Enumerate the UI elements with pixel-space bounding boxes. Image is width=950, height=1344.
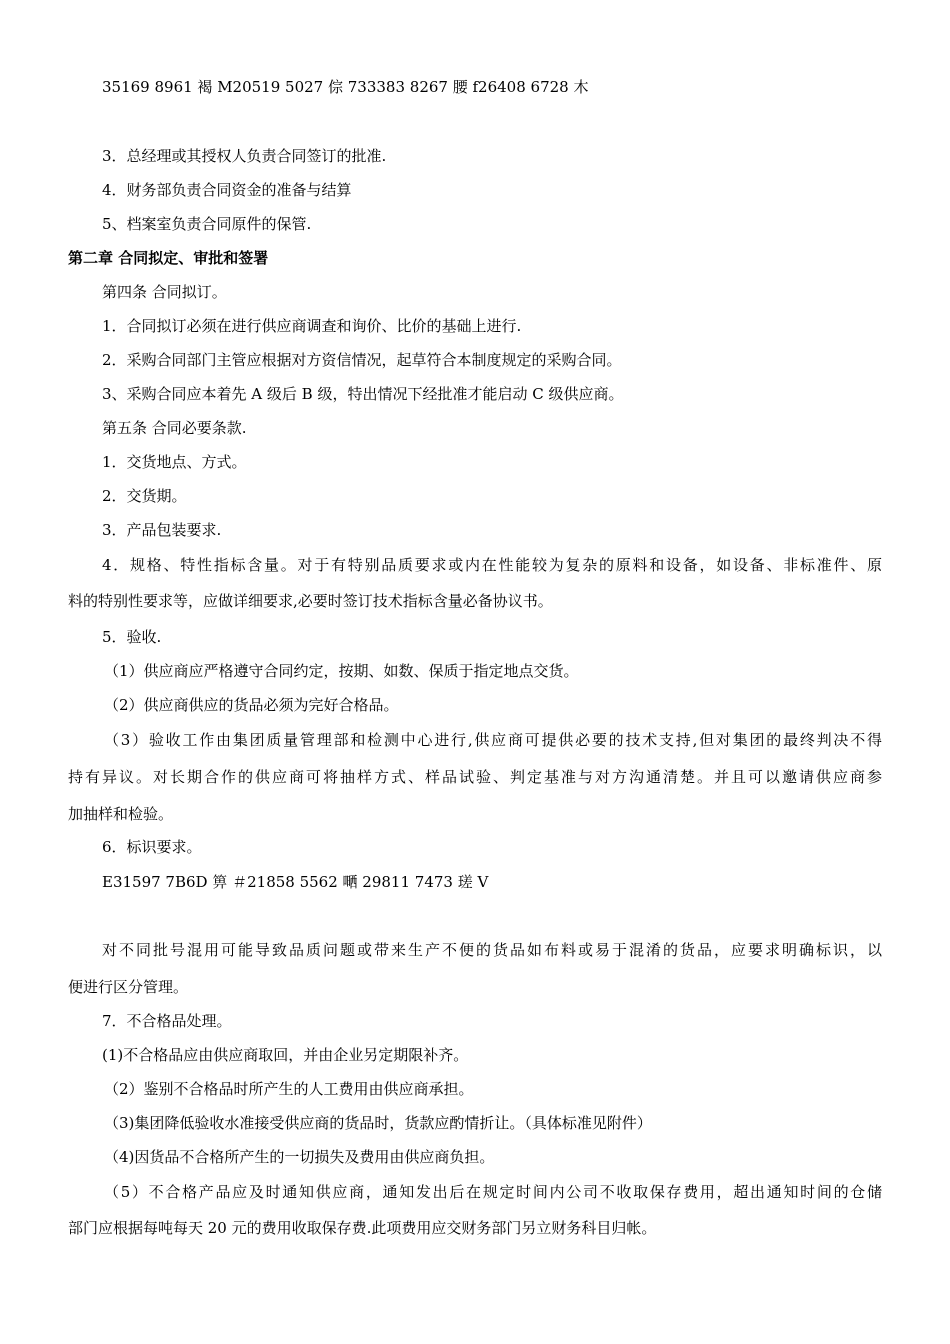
garbled-code-line-1: 35169 8961 褐 M20519 5027 倧 733383 8267 腰 f26408 6728 木: [102, 78, 589, 96]
chapter-heading: 第二章 合同拟定、审批和签署: [68, 249, 269, 267]
article-5-item-4-line-2: 料的特别性要求等，应做详细要求,必要时签订技术指标含量必备协议书。: [68, 592, 553, 610]
article-5-item-5: 5．验收.: [102, 628, 162, 646]
labeling-paragraph-line-1: 对不同批号混用可能导致品质问题或带来生产不便的货品如布料或易于混淆的货品，应要求明确标识，以: [102, 941, 882, 959]
article-5-item-4-line-1: 4．规格、特性指标含量。对于有特别品质要求或内在性能较为复杂的原料和设备，如设备、非标准件、原: [102, 556, 882, 574]
nonconforming-clause-5-line-1: （5）不合格产品应及时通知供应商，通知发出后在规定时间内公司不收取保存费用，超出通知时间的仓储: [104, 1183, 882, 1201]
duty-item-3: 3．总经理或其授权人负责合同签订的批准.: [102, 147, 387, 165]
acceptance-clause-2: （2）供应商供应的货品必须为完好合格品。: [104, 696, 399, 714]
garbled-code-line-2: E31597 7B6D 箅 ＃21858 5562 嗮 29811 7473 瑳 V: [102, 873, 489, 891]
duty-item-5: 5、档案室负责合同原件的保管.: [102, 215, 312, 233]
article-4-heading: 第四条 合同拟订。: [102, 283, 227, 301]
article-4-item-1: 1．合同拟订必须在进行供应商调查和询价、比价的基础上进行.: [102, 317, 522, 335]
acceptance-clause-1: （1）供应商应严格遵守合同约定，按期、如数、保质于指定地点交货。: [104, 662, 579, 680]
nonconforming-clause-5-line-2: 部门应根据每吨每天 20 元的费用收取保存费.此项费用应交财务部门另立财务科目归帐。: [68, 1219, 657, 1237]
article-5-item-6: 6．标识要求。: [102, 838, 202, 856]
labeling-paragraph-line-2: 便进行区分管理。: [68, 978, 189, 996]
acceptance-clause-3-line-1: （3）验收工作由集团质量管理部和检测中心进行,供应商可提供必要的技术支持,但对集团的最终判决不得: [104, 731, 882, 749]
article-4-item-2: 2．采购合同部门主管应根据对方资信情况，起草符合本制度规定的采购合同。: [102, 351, 622, 369]
nonconforming-clause-2: （2）鉴别不合格品时所产生的人工费用由供应商承担。: [104, 1080, 474, 1098]
article-5-item-1: 1．交货地点、方式。: [102, 453, 247, 471]
acceptance-clause-3-line-2: 持有异议。对长期合作的供应商可将抽样方式、样品试验、判定基准与对方沟通清楚。并且可以邀请供应商参: [68, 768, 882, 786]
article-5-item-3: 3．产品包装要求.: [102, 521, 222, 539]
nonconforming-clause-1: (1)不合格品应由供应商取回，并由企业另定期限补齐。: [102, 1046, 469, 1064]
article-5-item-2: 2．交货期。: [102, 487, 187, 505]
article-5-heading: 第五条 合同必要条款.: [102, 419, 247, 437]
nonconforming-clause-3: （3)集团降低验收水准接受供应商的货品时，货款应酌情折让。（具体标准见附件）: [104, 1114, 652, 1132]
nonconforming-clause-4: （4)因货品不合格所产生的一切损失及费用由供应商负担。: [104, 1148, 495, 1166]
article-4-item-3: 3、采购合同应本着先 A 级后 B 级，特出情况下经批准才能启动 C 级供应商。: [102, 385, 624, 403]
article-5-item-7: 7．不合格品处理。: [102, 1012, 232, 1030]
acceptance-clause-3-line-3: 加抽样和检验。: [68, 805, 174, 823]
duty-item-4: 4．财务部负责合同资金的准备与结算: [102, 181, 352, 199]
